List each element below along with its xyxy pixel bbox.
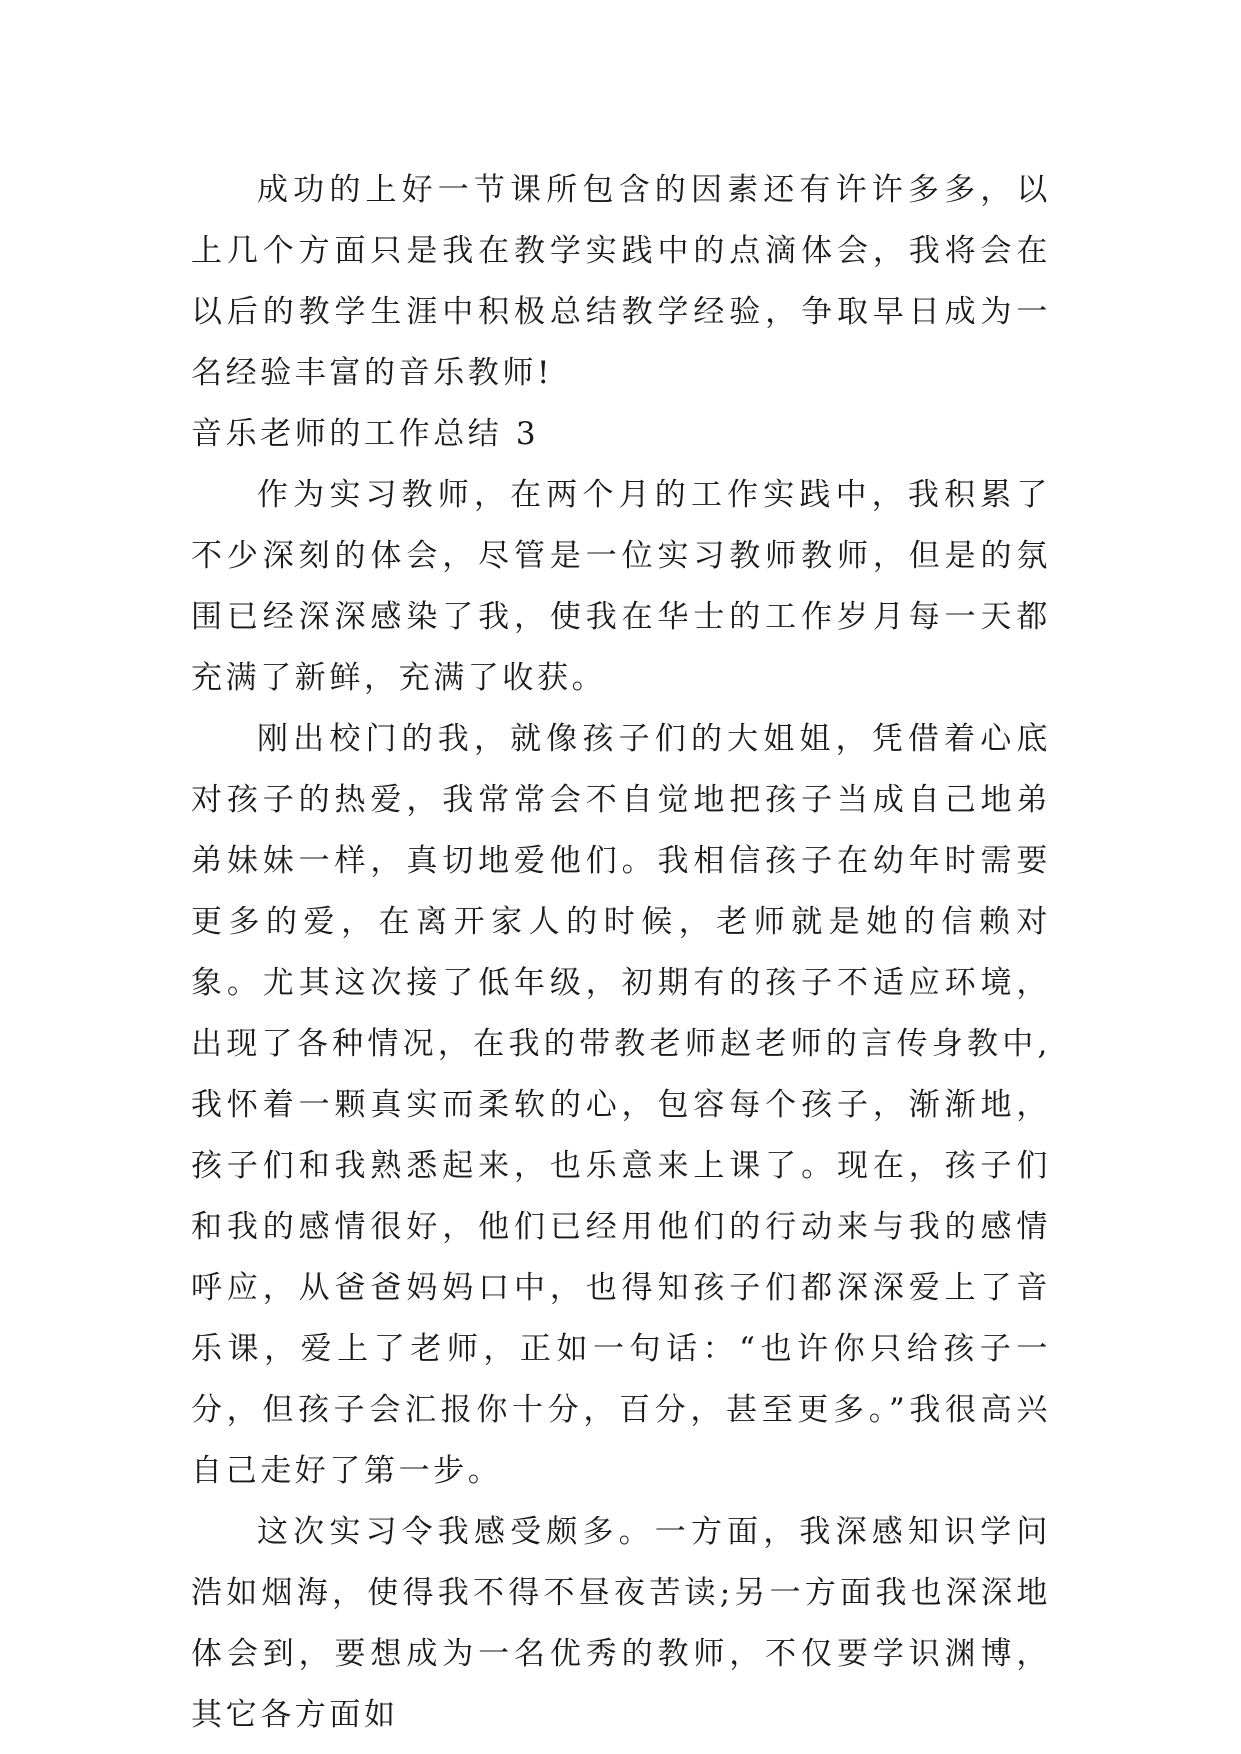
- paragraph-experience: 刚出校门的我，就像孩子们的大姐姐，凭借着心底对孩子的热爱，我常常会不自觉地把孩子当成自己地弟弟妹妹一样，真切地爱他们。我相信孩子在幼年时需要更多的爱，在离开家人的时候，老师就是她的信赖对象。尤其这次接了低年级，初期有的孩子不适应环境，出现了各种情况，在我的带教老师赵老师的言传身教中,我怀着一颗真实而柔软的心，包容每个孩子，渐渐地，孩子们和我熟悉起来，也乐意来上课了。现在，孩子们和我的感情很好，他们已经用他们的行动来与我的感情呼应，从爸爸妈妈口中，也得知孩子们都深深爱上了音乐课，爱上了老师，正如一句话：“也许你只给孩子一分，但孩子会汇报你十分，百分，甚至更多。”我很高兴自己走好了第一步。: [191, 721, 1051, 1489]
- paragraph-closing: 成功的上好一节课所包含的因素还有许许多多，以上几个方面只是我在教学实践中的点滴体会，我将会在以后的教学生涯中积极总结教学经验，争取早日成为一名经验丰富的音乐教师!: [191, 172, 1051, 391]
- section-heading: 音乐老师的工作总结 3: [191, 416, 540, 452]
- paragraph-intro: 作为实习教师，在两个月的工作实践中，我积累了不少深刻的体会，尽管是一位实习教师教师，但是的氛围已经深深感染了我，使我在华士的工作岁月每一天都充满了新鲜，充满了收获。: [191, 477, 1051, 696]
- paragraph-reflection: 这次实习令我感受颇多。一方面，我深感知识学问浩如烟海，使得我不得不昼夜苦读;另一方面我也深深地体会到，要想成为一名优秀的教师，不仅要学识渊博，其它各方面如: [191, 1514, 1051, 1733]
- document-body: [191, 160, 1051, 1746]
